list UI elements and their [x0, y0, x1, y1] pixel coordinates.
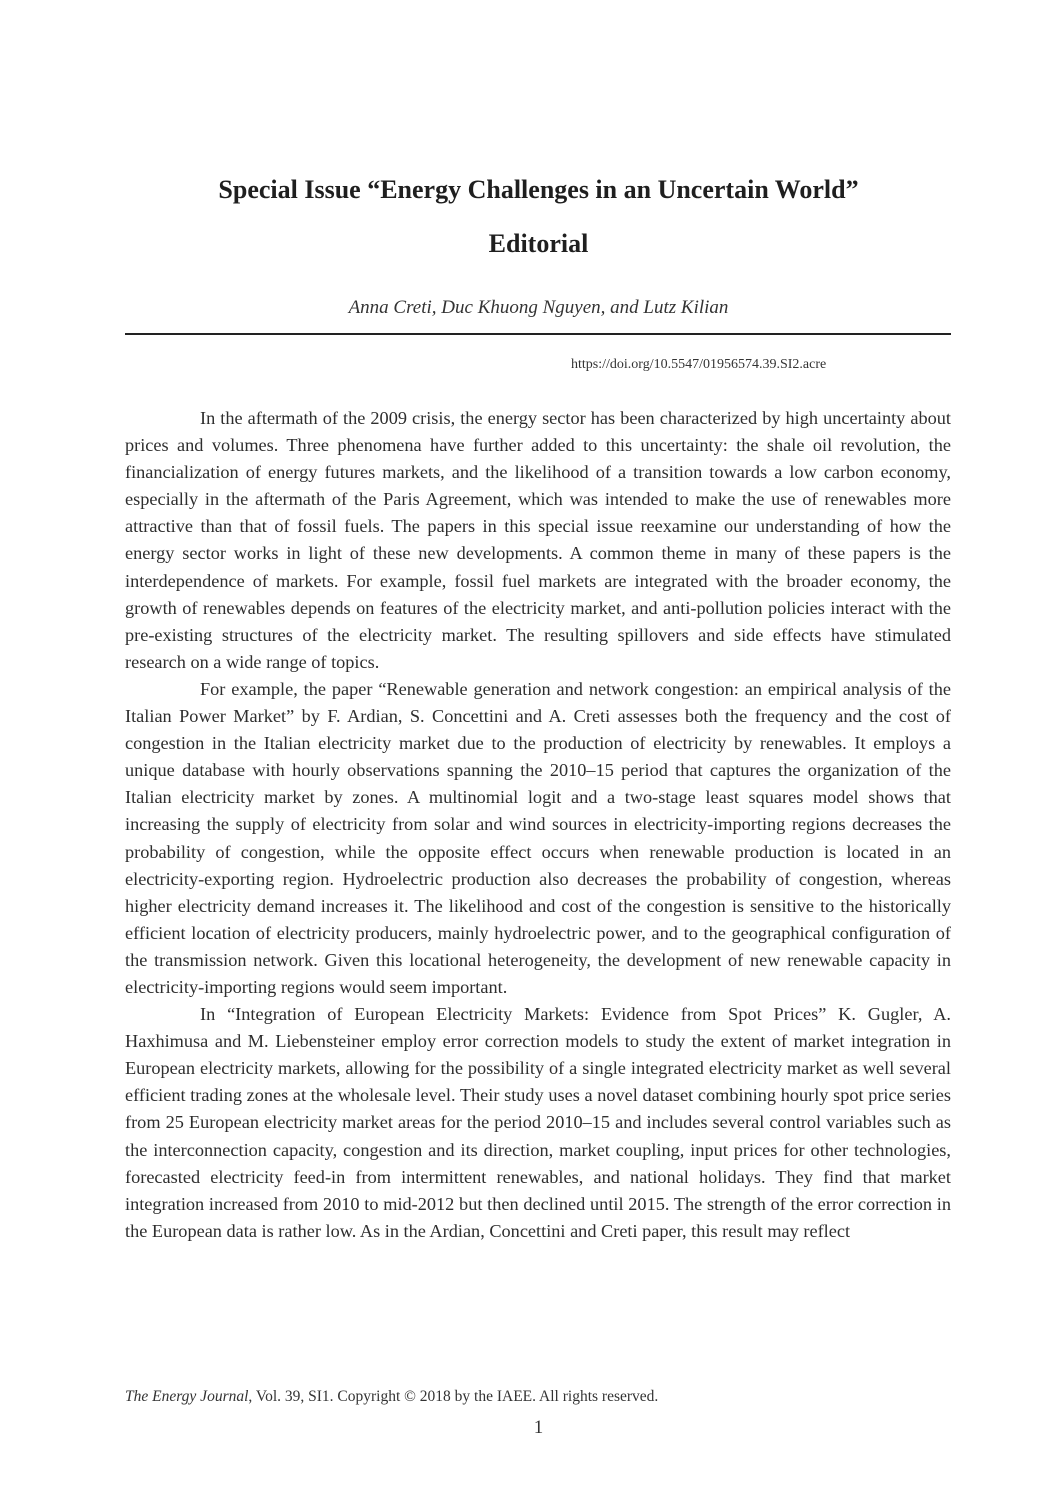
body-paragraph: For example, the paper “Renewable generation and network congestion: an empirical analysis of the Italian Power Market” by F. Ardian, S. Concettini and A. Creti assesses both the frequency and the cost of congestion in the Italian electricity market due to the production of electricity by renewables. It employs a unique database with hourly observations spanning the 2010–15 period that captures the organization of the Italian electricity market by zones. A multinomial logit and a two-stage least squares model shows that increasing the supply of electricity from solar and wind sources in electricity-importing regions decreases the probability of congestion, while the opposite effect occurs when renewable production is located in an electricity-exporting region. Hydroelectric production also decreases the probability of congestion, whereas higher electricity demand increases it. The likelihood and cost of the congestion is sensitive to the historically efficient location of electricity producers, mainly hydroelectric power, and to the geographical configuration of the transmission network. Given this locational heterogeneity, the development of new renewable capacity in electricity-importing regions would seem important.: [125, 678, 951, 997]
journal-footer: [125, 1386, 658, 1408]
article-subtitle: Editorial: [488, 229, 589, 258]
article-body: [125, 405, 951, 1245]
doi-link[interactable]: https://doi.org/10.5547/01956574.39.SI2.acre: [571, 357, 827, 372]
body-paragraph: In “Integration of European Electricity Markets: Evidence from Spot Prices” K. Gugler, A. Haxhimusa and M. Liebensteiner employ error correction models to study the extent of market integration in European electricity markets, allowing for the possibility of a single integrated electricity market as well several efficient trading zones at the wholesale level. Their study uses a novel dataset combining hourly spot price series from 25 European electricity market areas for the period 2010–15 and includes several control variables such as the interconnection capacity, congestion and its direction, market coupling, input prices for other technologies, forecasted electricity feed-in from intermittent renewables, and national holidays. They find that market integration increased from 2010 to mid-2012 but then declined until 2015. The strength of the error correction in the European data is rather low. As in the Ardian, Concettini and Creti paper, this result may reflect: [125, 1004, 951, 1241]
body-paragraph: In the aftermath of the 2009 crisis, the energy sector has been characterized by high uncertainty about prices and volumes. Three phenomena have further added to this uncertainty: the shale oil revolution, the financialization of energy futures markets, and the likelihood of a transition towards a low carbon economy, especially in the aftermath of the Paris Agreement, which was intended to make the use of renewables more attractive than that of fossil fuels. The papers in this special issue reexamine our understanding of how the energy sector works in light of these new developments. A common theme in many of these papers is the interdependence of markets. For example, fossil fuel markets are integrated with the broader economy, the growth of renewables depends on features of the electricity market, and anti-pollution policies interact with the pre-existing structures of the electricity market. The resulting spillovers and side effects have stimulated research on a wide range of topics.: [125, 408, 951, 672]
journal-name: The Energy Journal: [125, 1388, 249, 1405]
header-divider: [125, 333, 951, 335]
article-title: Special Issue “Energy Challenges in an Uncertain World”: [218, 175, 859, 204]
journal-copyright: , Vol. 39, SI1. Copyright © 2018 by the IAEE. All rights reserved.: [248, 1388, 659, 1405]
page-number: 1: [533, 1417, 544, 1438]
author-list: Anna Creti, Duc Khuong Nguyen, and Lutz Kilian: [348, 297, 729, 318]
